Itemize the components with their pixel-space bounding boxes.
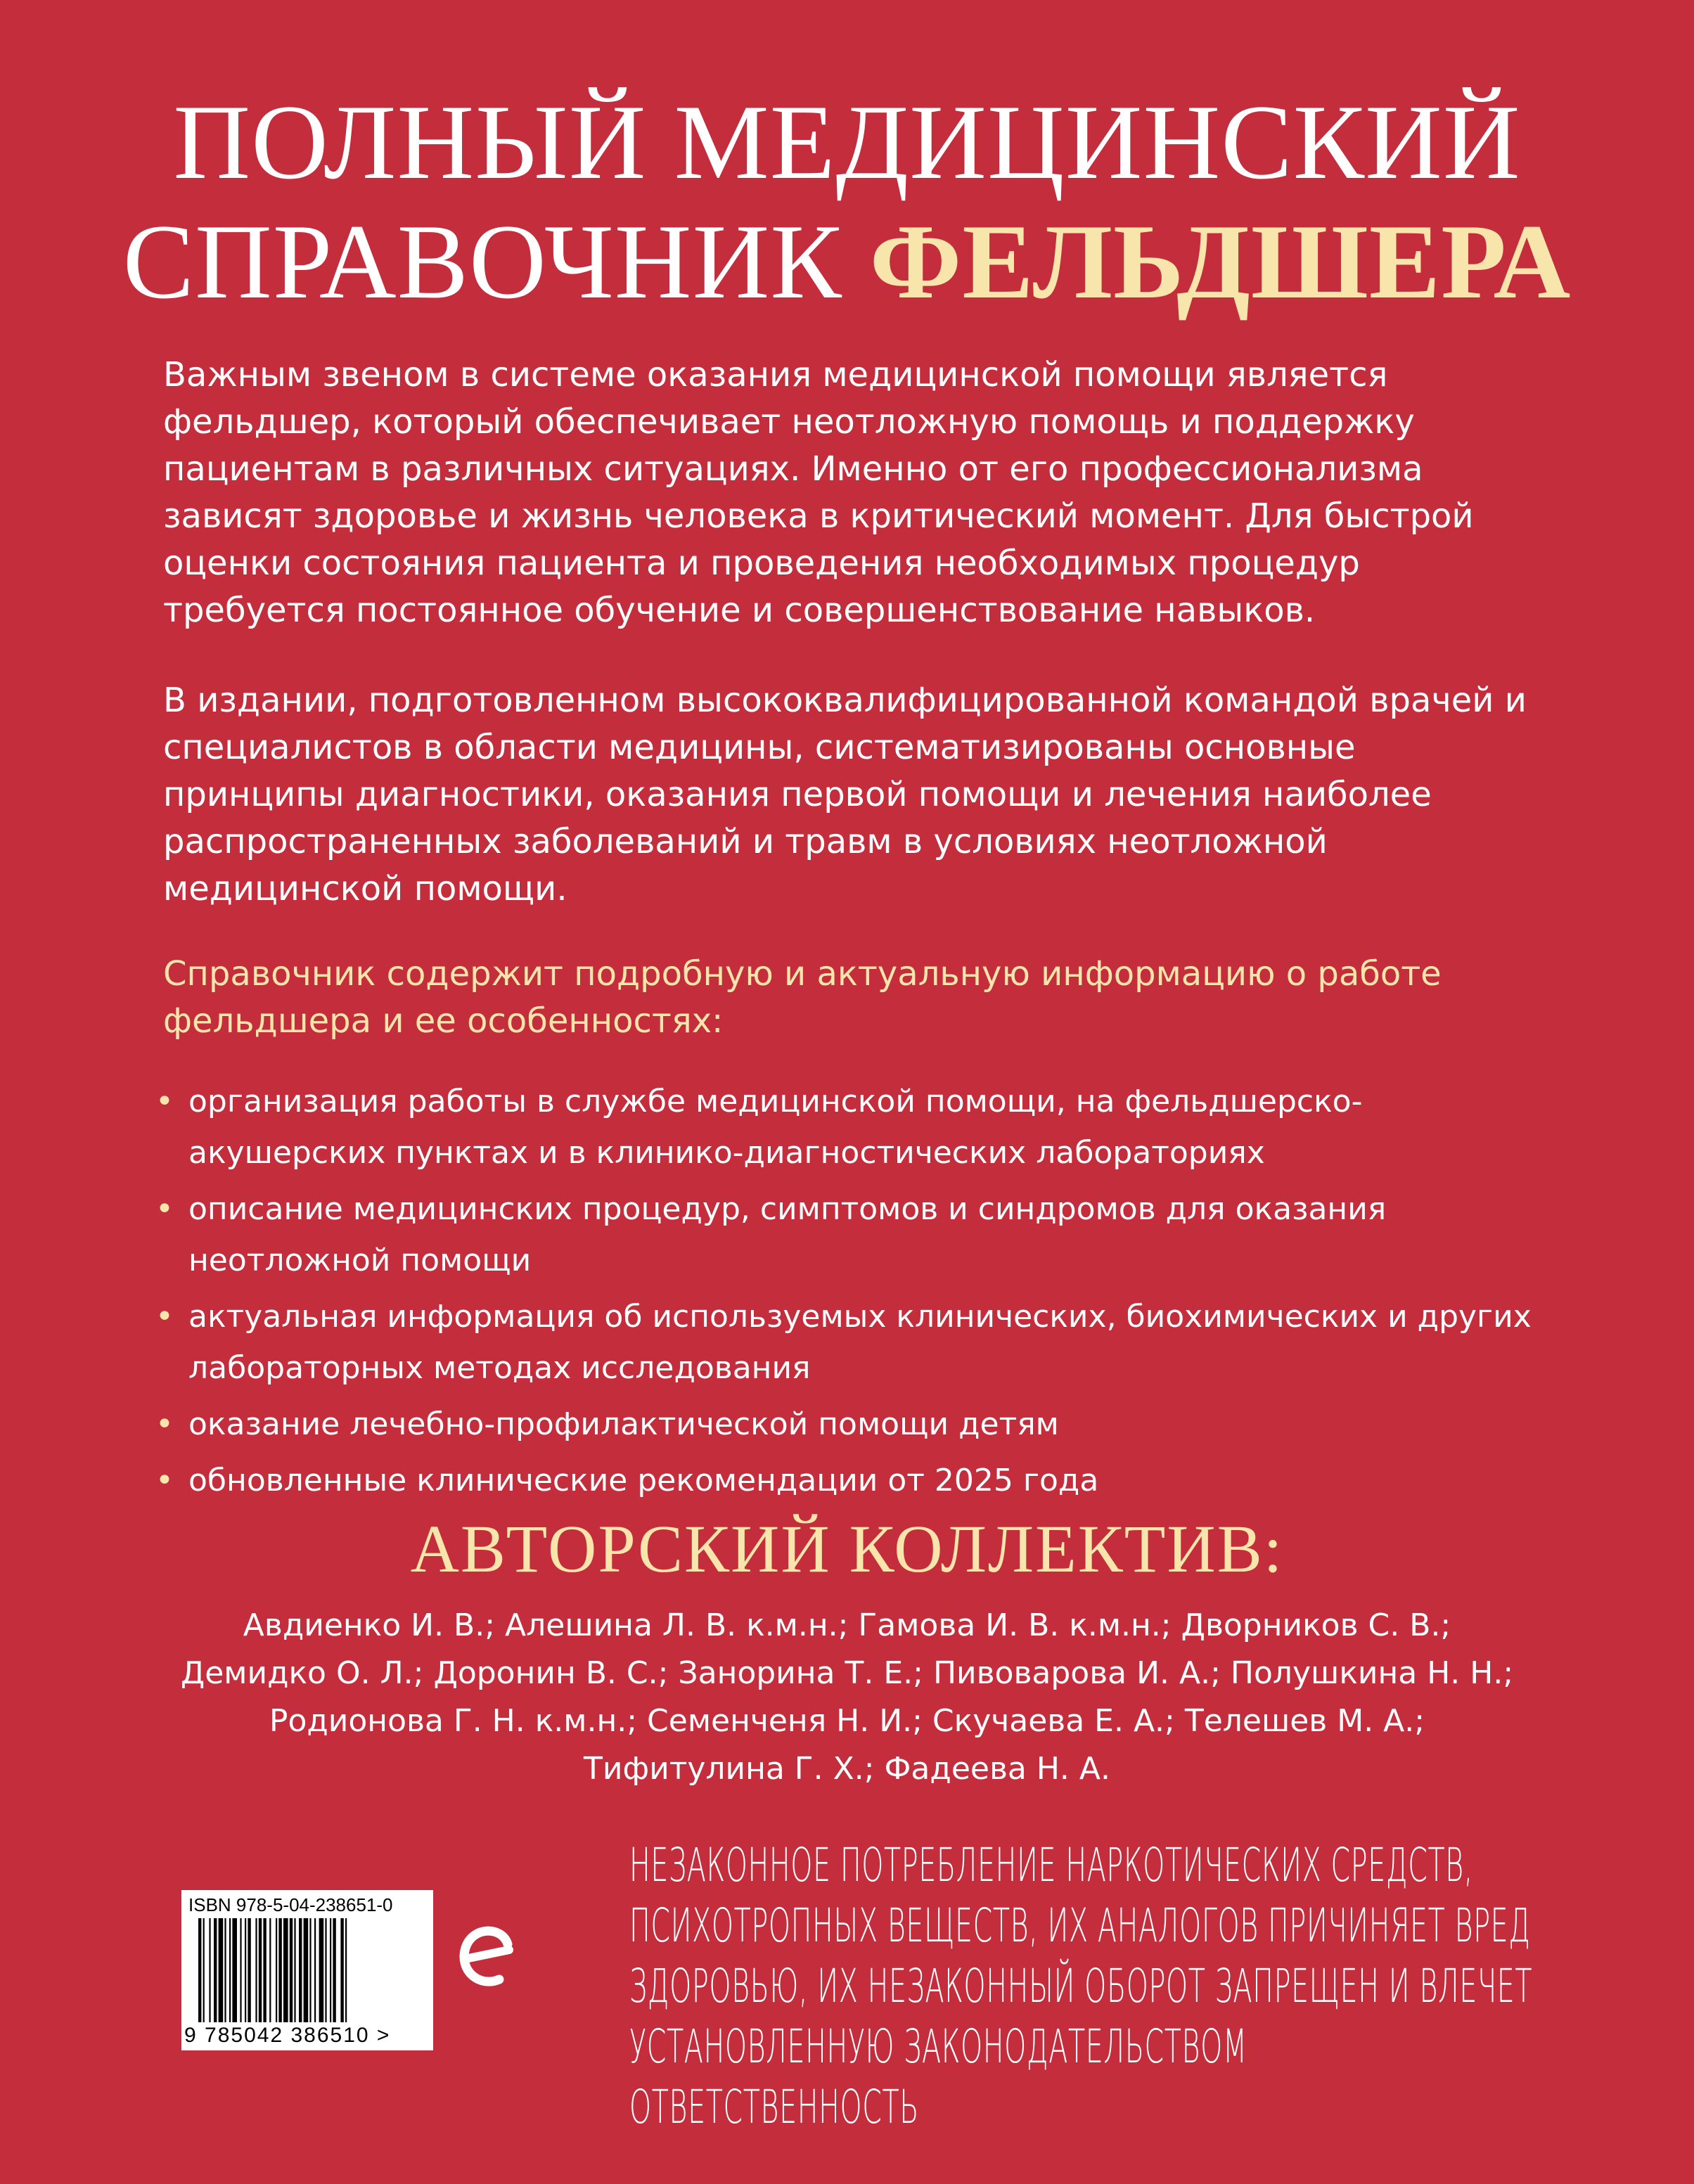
barcode-bar <box>224 1918 226 2022</box>
warning-line: НЕЗАКОННОЕ ПОТРЕБЛЕНИЕ НАРКОТИЧЕСКИХ СРЕДСТВ, <box>629 1838 1473 1892</box>
list-item: • описание медицинских процедур, симптомов и синдромов для оказания неотложной помощи <box>151 1183 1544 1286</box>
contents-list <box>151 1076 1544 1511</box>
barcode-bar <box>229 1918 231 2022</box>
description-paragraph-1: Важным звеном в системе оказания медицинской помощи является фельдшер, который обеспечивает неотложную помощь и поддержку пациентам в различных ситуациях. Именно от его профессионализма зависят здоровье и жизнь человека в критический момент. Для быстрой оценки состояния пациента и проведения необходимых процедур требуется постоянное обучение и совершенствование навыков. <box>163 355 1474 630</box>
barcode-bar <box>245 1918 246 2022</box>
barcode-bar <box>198 1918 201 2022</box>
barcode-bar <box>209 1918 210 2022</box>
barcode-bar <box>232 1918 237 2022</box>
title-line-1: ПОЛНЫЙ МЕДИЦИНСКИЙ <box>173 83 1521 201</box>
barcode-bar <box>214 1918 217 2022</box>
barcode-bar <box>309 1918 311 2022</box>
publisher-e-logo-icon <box>451 1916 522 2000</box>
barcode-bar <box>314 1918 316 2022</box>
barcode-bar <box>248 1918 250 2022</box>
barcode-bar <box>345 1918 347 2022</box>
barcode-bar <box>290 1918 293 2022</box>
barcode-bar <box>278 1918 281 2022</box>
barcode-bar <box>283 1918 288 2022</box>
authors-line: Демидко О. Л.; Доронин В. С.; Занорина Т. Е.; Пивоварова И. А.; Полушкина Н. Н.; <box>180 1655 1514 1691</box>
bullet-icon: • <box>155 1084 174 1119</box>
warning-line: ЗДОРОВЬЮ, ИХ НЕЗАКОННЫЙ ОБОРОТ ЗАПРЕЩЕН И ВЛЕЧЕТ <box>629 1959 1533 2013</box>
barcode-bar <box>319 1918 324 2022</box>
barcode-bar <box>340 1918 343 2022</box>
barcode-bar <box>240 1918 241 2022</box>
bullet-icon: • <box>155 1191 174 1227</box>
warning-line: ПСИХОТРОПНЫХ ВЕЩЕСТВ, ИХ АНАЛОГОВ ПРИЧИНЯЕТ ВРЕД <box>629 1899 1531 1953</box>
list-item: • организация работы в службе медицинской помощи, на фельдшерско-акушерских пунктах и в клинико-диагностических лабораториях <box>151 1076 1544 1178</box>
barcode-bar <box>269 1918 271 2022</box>
authors-heading: АВТОРСКИЙ КОЛЛЕКТИВ: <box>410 1511 1284 1586</box>
contents-intro: Справочник содержит подробную и актуальную информацию о работе фельдшера и ее особенностях: <box>163 954 1442 1041</box>
barcode-bar <box>294 1918 295 2022</box>
barcode-bar <box>259 1918 262 2022</box>
barcode-bar <box>203 1918 205 2022</box>
authors-list <box>70 1602 1624 1793</box>
barcode-bar <box>304 1918 309 2022</box>
title-line-2 <box>0 203 1694 321</box>
barcode-bar <box>299 1918 302 2022</box>
barcode-bar <box>333 1918 335 2022</box>
barcode-bar <box>255 1918 257 2022</box>
barcode-bars <box>198 1918 428 2022</box>
authors-line: Авдиенко И. В.; Алешина Л. В. к.м.н.; Гамова И. В. к.м.н.; Дворников С. В.; <box>243 1607 1451 1643</box>
title-word-accent: ФЕЛЬДШЕРА <box>869 203 1572 321</box>
barcode-bar <box>325 1918 326 2022</box>
bullet-icon: • <box>155 1406 174 1442</box>
barcode-digits: 9 785042 386510 > <box>184 2024 391 2047</box>
list-item: • оказание лечебно-профилактической помощи детям <box>151 1399 1544 1450</box>
authors-line: Родионова Г. Н. к.м.н.; Семенченя Н. И.; Скучаева Е. А.; Телешев М. А.; <box>269 1703 1425 1739</box>
title-word-white: СПРАВОЧНИК <box>122 203 842 321</box>
bullet-icon: • <box>155 1463 174 1498</box>
description-paragraph-2: В издании, подготовленном высококвалифицированной командой врачей и специалистов в области медицины, систематизированы основные принципы диагностики, оказания первой помощи и лечения наиболее распространенных заболеваний и травм в условиях неотложной медицинской помощи. <box>163 681 1527 908</box>
barcode-bar <box>330 1918 331 2022</box>
legal-warning <box>629 1835 1536 2138</box>
list-item: • актуальная информация об используемых клинических, биохимических и других лабораторных методах исследования <box>151 1291 1544 1394</box>
isbn-barcode <box>181 1890 433 2050</box>
isbn-label: ISBN 978-5-04-238651-0 <box>188 1894 393 1915</box>
barcode-bar <box>276 1918 277 2022</box>
barcode-bar <box>219 1918 224 2022</box>
warning-line: УСТАНОВЛЕННУЮ ЗАКОНОДАТЕЛЬСТВОМ ОТВЕТСТВЕННОСТЬ <box>629 2019 1247 2134</box>
authors-line: Тифитулина Г. Х.; Фадеева Н. А. <box>584 1751 1110 1787</box>
list-item: • обновленные клинические рекомендации от 2025 года <box>151 1455 1544 1506</box>
bullet-icon: • <box>155 1299 174 1335</box>
barcode-bar <box>263 1918 266 2022</box>
